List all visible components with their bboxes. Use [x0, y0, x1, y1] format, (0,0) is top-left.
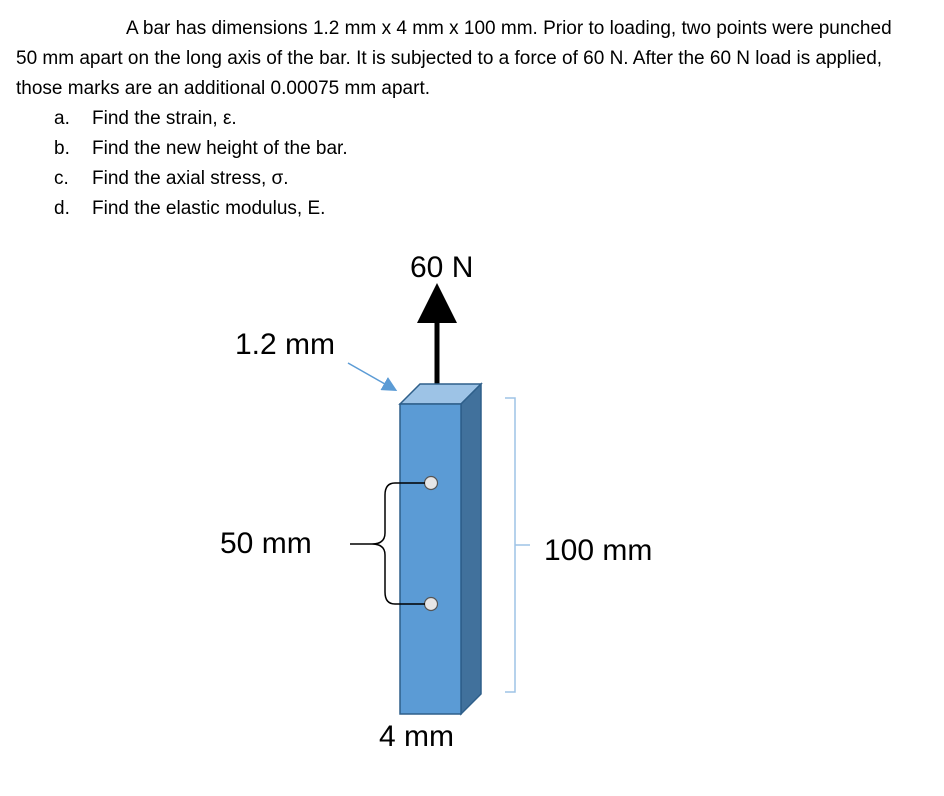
force-label: 60 N [410, 251, 474, 284]
question-letter: d. [54, 198, 70, 219]
gauge-mark-lower [425, 598, 438, 611]
bar-front-face [400, 404, 461, 714]
thickness-label: 1.2 mm [235, 328, 336, 361]
problem-statement: A bar has dimensions 1.2 mm x 4 mm x 100 mm. Prior to loading, two points were punched 50 mm apart on the long axis of the bar. It is subjected to a force of 60 N. After the 60 N load is applied, those marks are an additional 0.00075 mm apart. [16, 18, 892, 99]
question-letter: b. [54, 138, 70, 159]
length-bracket [505, 398, 530, 692]
question-letter: a. [54, 108, 70, 129]
question-letter: c. [54, 168, 69, 189]
gauge-length-label: 50 mm [220, 527, 312, 560]
gauge-mark-upper [425, 477, 438, 490]
width-label: 4 mm [379, 720, 454, 753]
bar-side-face [461, 384, 481, 714]
question-text: Find the strain, ε. [92, 108, 237, 129]
question-text: Find the new height of the bar. [92, 138, 348, 159]
question-text: Find the axial stress, σ. [92, 168, 289, 189]
question-text: Find the elastic modulus, E. [92, 198, 326, 219]
thickness-pointer-arrow [348, 363, 392, 388]
length-label: 100 mm [544, 534, 653, 567]
